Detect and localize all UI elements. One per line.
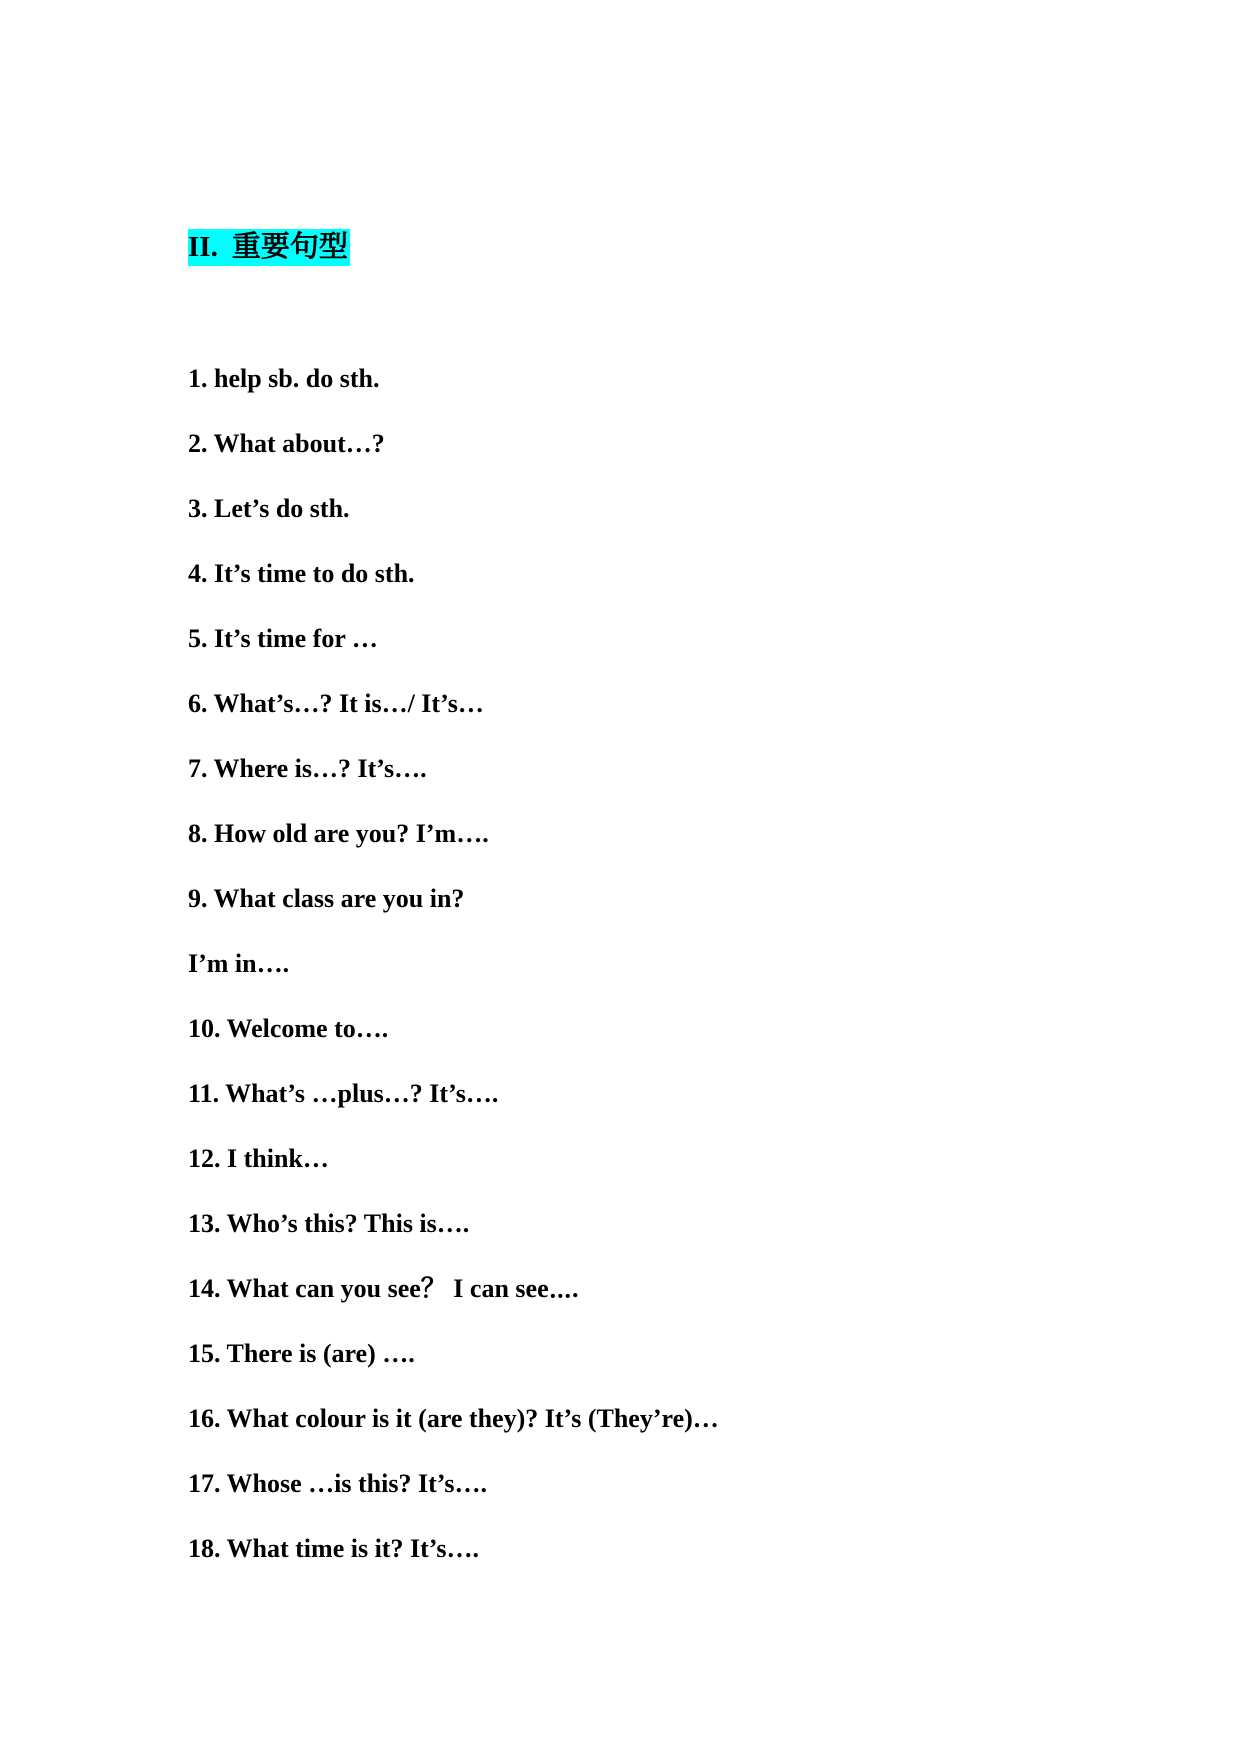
list-item: 17. Whose …is this? It’s…. [188, 1469, 488, 1498]
list-item: 1. help sb. do sth. [188, 364, 380, 393]
list-item: 8. How old are you? I’m…. [188, 819, 489, 848]
list-item: 11. What’s …plus…? It’s…. [188, 1079, 499, 1108]
list-item: 10. Welcome to…. [188, 1014, 389, 1043]
list-item: 18. What time is it? It’s…. [188, 1534, 480, 1563]
list-item: 2. What about…? [188, 429, 385, 458]
sentence-pattern-list [188, 359, 719, 1594]
list-item: 12. I think… [188, 1144, 329, 1173]
list-item: 16. What colour is it (are they)? It’s (They’re)… [188, 1404, 719, 1433]
section-title: 重要句型 [231, 231, 348, 263]
list-item: 6. What’s…? It is…/ It’s… [188, 689, 484, 718]
list-item: 15. There is (are) …. [188, 1339, 415, 1368]
list-item: 5. It’s time for … [188, 624, 378, 653]
section-number: II. [188, 231, 218, 263]
list-item: 4. It’s time to do sth. [188, 559, 415, 588]
list-item: I’m in…. [188, 949, 290, 978]
section-heading [188, 229, 350, 266]
list-item: 14. What can you see？ I can see⋯. [188, 1274, 579, 1303]
list-item: 7. Where is…? It’s…. [188, 754, 427, 783]
list-item: 9. What class are you in? [188, 884, 465, 913]
list-item: 13. Who’s this? This is…. [188, 1209, 470, 1238]
list-item: 3. Let’s do sth. [188, 494, 350, 523]
